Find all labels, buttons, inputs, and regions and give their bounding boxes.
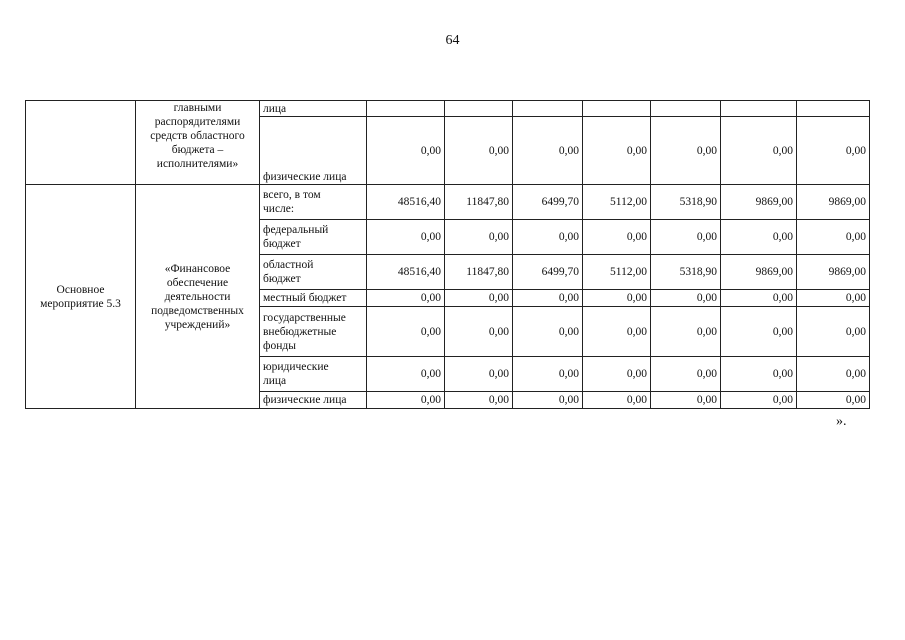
event-cell-empty: [26, 101, 136, 185]
value-cell: 6499,70: [513, 255, 583, 290]
value-cell: 9869,00: [721, 185, 797, 220]
source-cell: [260, 290, 367, 307]
value-cell: [721, 101, 797, 117]
source-line: государственные: [263, 311, 346, 324]
value-cell: 48516,40: [367, 185, 445, 220]
value-cell: 0,00: [651, 307, 721, 357]
value-cell: 0,00: [651, 290, 721, 307]
value-cell: 0,00: [651, 117, 721, 185]
value-cell: [797, 101, 870, 117]
source-cell: [260, 307, 367, 357]
closing-quote-mark: ».: [836, 414, 847, 429]
value-cell: 5318,90: [651, 185, 721, 220]
value-cell: 0,00: [513, 307, 583, 357]
source-line: числе:: [263, 203, 295, 215]
value-cell: 5112,00: [583, 255, 651, 290]
value-cell: 0,00: [513, 220, 583, 255]
name-line: деятельности: [164, 290, 231, 303]
source-cell: [260, 255, 367, 290]
source-line: местный бюджет: [263, 292, 347, 304]
source-cell: [260, 185, 367, 220]
source-line: областной: [263, 259, 314, 271]
value-cell: 0,00: [721, 220, 797, 255]
name-line: распорядителями: [154, 116, 241, 128]
value-cell: 0,00: [651, 220, 721, 255]
value-cell: 0,00: [513, 357, 583, 392]
source-cell: [260, 357, 367, 392]
value-cell: 0,00: [721, 392, 797, 409]
value-cell: 5112,00: [583, 185, 651, 220]
value-cell: 0,00: [367, 290, 445, 307]
value-cell: 0,00: [445, 117, 513, 185]
value-cell: 0,00: [367, 307, 445, 357]
source-line: всего, в том: [263, 189, 321, 201]
value-cell: 11847,80: [445, 185, 513, 220]
source-line: внебюджетные: [263, 325, 337, 338]
name-line: главными: [173, 102, 222, 114]
name-line: средств областного: [150, 130, 245, 142]
value-cell: 0,00: [797, 290, 870, 307]
source-line: юридические: [263, 361, 329, 373]
value-cell: [367, 101, 445, 117]
source-cell: лица: [260, 101, 367, 117]
value-cell: 0,00: [651, 357, 721, 392]
source-line: физические лица: [263, 394, 347, 406]
page-number: 64: [445, 33, 460, 48]
value-cell: 0,00: [797, 220, 870, 255]
value-cell: [583, 101, 651, 117]
table-row: [26, 101, 870, 117]
value-cell: 0,00: [445, 290, 513, 307]
value-cell: 0,00: [583, 357, 651, 392]
budget-table: [25, 100, 870, 409]
value-cell: 9869,00: [721, 255, 797, 290]
source-cell: физические лица: [260, 117, 367, 185]
name-line: исполнителями»: [156, 158, 239, 170]
value-cell: 0,00: [445, 307, 513, 357]
event-cell: [26, 185, 136, 409]
source-line: федеральный: [263, 224, 329, 236]
value-cell: 0,00: [513, 392, 583, 409]
value-cell: 0,00: [367, 117, 445, 185]
value-cell: 0,00: [721, 357, 797, 392]
value-cell: 0,00: [367, 220, 445, 255]
value-cell: 0,00: [797, 117, 870, 185]
value-cell: 11847,80: [445, 255, 513, 290]
value-cell: 0,00: [583, 392, 651, 409]
source-line: бюджет: [263, 238, 301, 250]
name-line: «Финансовое: [164, 262, 231, 275]
value-cell: 0,00: [445, 392, 513, 409]
source-cell: [260, 220, 367, 255]
value-cell: 0,00: [513, 290, 583, 307]
value-cell: [445, 101, 513, 117]
source-line: бюджет: [263, 273, 301, 285]
value-cell: 0,00: [583, 307, 651, 357]
name-line: обеспечение: [166, 276, 229, 289]
table-row: [26, 185, 870, 220]
value-cell: 0,00: [797, 392, 870, 409]
value-cell: [513, 101, 583, 117]
value-cell: 6499,70: [513, 185, 583, 220]
name-line: подведомственных: [151, 304, 244, 317]
value-cell: 0,00: [721, 307, 797, 357]
program-name-cell: [136, 185, 260, 409]
name-line: учреждений»: [164, 318, 231, 331]
value-cell: 0,00: [721, 117, 797, 185]
value-cell: 0,00: [513, 117, 583, 185]
value-cell: [651, 101, 721, 117]
value-cell: 0,00: [797, 357, 870, 392]
event-line: мероприятие 5.3: [40, 297, 121, 310]
value-cell: 0,00: [651, 392, 721, 409]
value-cell: 9869,00: [797, 185, 870, 220]
source-line: лица: [263, 375, 287, 387]
value-cell: 0,00: [583, 290, 651, 307]
value-cell: 0,00: [445, 220, 513, 255]
value-cell: 9869,00: [797, 255, 870, 290]
value-cell: 0,00: [367, 357, 445, 392]
value-cell: 0,00: [797, 307, 870, 357]
name-line: бюджета –: [171, 144, 224, 156]
event-line: Основное: [56, 283, 105, 296]
value-cell: 0,00: [367, 392, 445, 409]
value-cell: 0,00: [445, 357, 513, 392]
value-cell: 0,00: [583, 117, 651, 185]
source-cell: [260, 392, 367, 409]
value-cell: 0,00: [583, 220, 651, 255]
value-cell: 48516,40: [367, 255, 445, 290]
source-line: фонды: [263, 339, 296, 352]
value-cell: 5318,90: [651, 255, 721, 290]
program-name-cell: [136, 101, 260, 185]
value-cell: 0,00: [721, 290, 797, 307]
